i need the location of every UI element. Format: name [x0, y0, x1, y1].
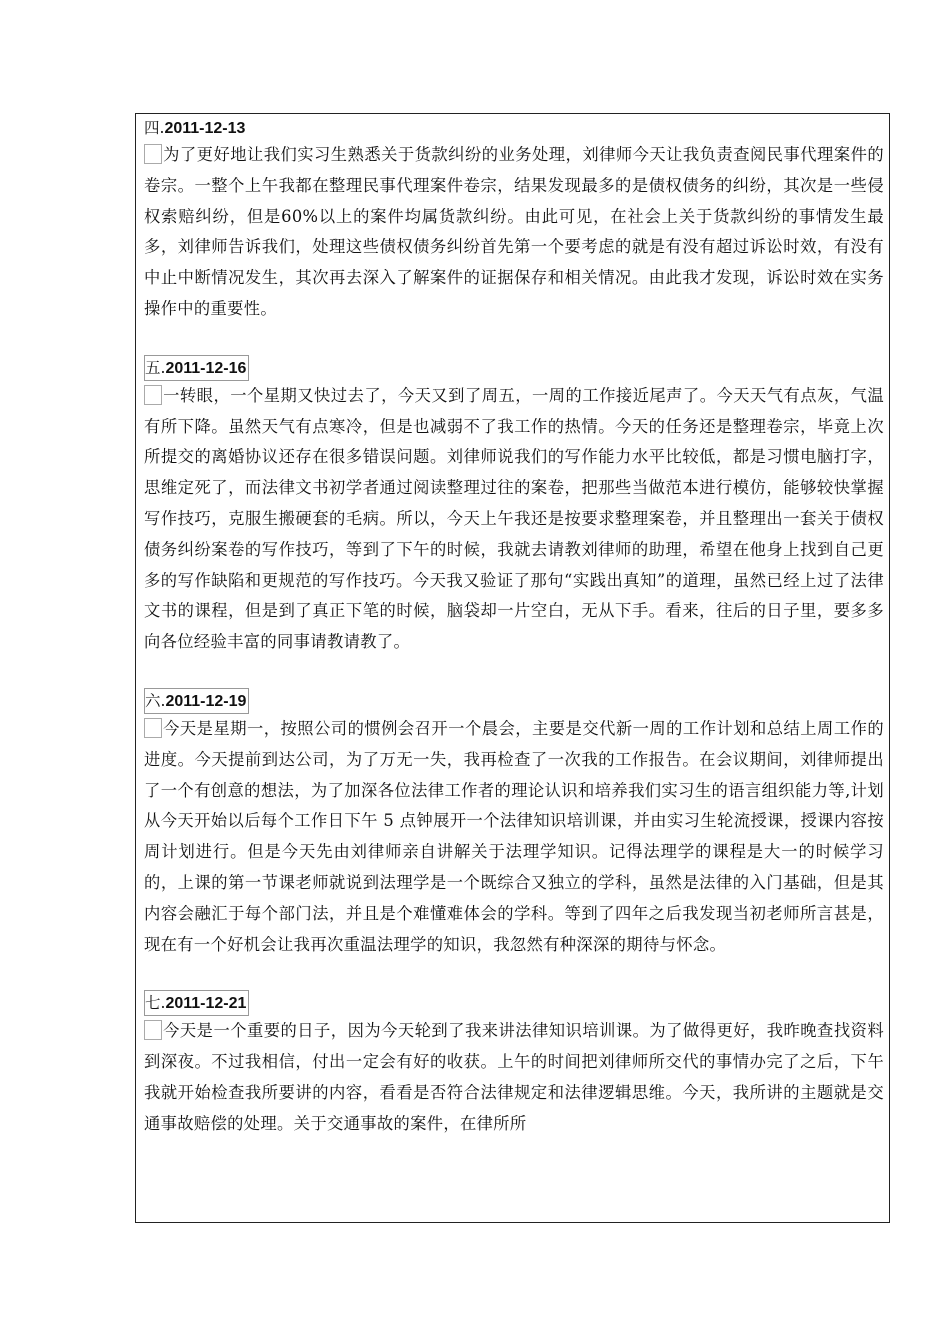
entry-text: 一转眼，一个星期又快过去了，今天又到了周五，一周的工作接近尾声了。今天天气有点灰，气温有所下降。虽然天气有点寒冷，但是也减弱不了我工作的热情。今天的任务还是整理卷宗，毕竟上次所提交的离婚协议还存在很多错误问题。刘律师说我们的写作能力水平比较低，都是习惯电脑打字，思维定死了，而法律文书初学者通过阅读整理过往的案卷，把那些当做范本进行模仿，能够较快掌握写作技巧，克服生搬硬套的毛病。所以，今天上午我还是按要求整理案卷，并且整理出一套关于债权债务纠纷案卷的写作技巧，等到了下午的时候，我就去请教刘律师的助理，希望在他身上找到自己更多的写作缺陷和更规范的写作技巧。今天我又验证了那句“实践出真知”的道理，虽然已经上过了法律文书的课程，但是到了真正下笔的时候，脑袋却一片空白，无从下手。看来，往后的日子里，要多多向各位经验丰富的同事请教请教了。	[144, 385, 884, 652]
entry-body	[144, 381, 884, 658]
entry-body	[144, 714, 884, 960]
entry-text: 今天是星期一，按照公司的惯例会召开一个晨会，主要是交代新一周的工作计划和总结上周工作的进度。今天提前到达公司，为了万无一失，我再检查了一次我的工作报告。在会议期间，刘律师提出了一个有创意的想法，为了加深各位法律工作者的理论认识和培养我们实习生的语言组织能力等,计划从今天开始以后每个工作日下午 5 点钟展开一个法律知识培训课，并由实习生轮流授课，授课内容按周计划进行。但是今天先由刘律师亲自讲解关于法理学知识。记得法理学的课程是大一的时候学习的，上课的第一节课老师就说到法理学是一个既综合又独立的学科，虽然是法律的入门基础，但是其内容会融汇于每个部门法，并且是个难懂难体会的学科。等到了四年之后我发现当初老师所言甚是，现在有一个好机会让我再次重温法理学的知识，我忽然有种深深的期待与怀念。	[144, 718, 884, 954]
diary-entry-2	[144, 355, 884, 658]
document-content	[144, 116, 884, 1170]
indent-marker	[144, 1020, 162, 1040]
entry-date: 2011-12-19	[165, 692, 247, 710]
entry-body	[144, 1016, 884, 1139]
entry-date: 2011-12-13	[164, 120, 246, 137]
entry-text: 今天是一个重要的日子，因为今天轮到了我来讲法律知识培训课。为了做得更好，我昨晚查找资料到深夜。不过我相信，付出一定会有好的收获。上午的时间把刘律师所交代的事情办完了之后，下午我就开始检查我所要讲的内容，看看是否符合法律规定和法律逻辑思维。今天，我所讲的主题就是交通事故赔偿的处理。关于交通事故的案件，在律所所	[144, 1021, 884, 1133]
indent-marker	[144, 144, 162, 164]
diary-entry-3	[144, 688, 884, 960]
entry-heading	[144, 355, 249, 381]
entry-heading	[144, 990, 249, 1016]
entry-text: 为了更好地让我们实习生熟悉关于货款纠纷的业务处理，刘律师今天让我负责查阅民事代理案件的卷宗。一整个上午我都在整理民事代理案件卷宗，结果发现最多的是债权债务的纠纷，其次是一些侵权索赔纠纷，但是60%以上的案件均属货款纠纷。由此可见，在社会上关于货款纠纷的事情发生最多，刘律师告诉我们，处理这些债权债务纠纷首先第一个要考虑的就是有没有超过诉讼时效，有没有中止中断情况发生，其次再去深入了解案件的证据保存和相关情况。由此我才发现，诉讼时效在实务操作中的重要性。	[144, 145, 884, 318]
entry-heading	[144, 688, 249, 714]
indent-marker	[144, 385, 162, 405]
document-frame	[135, 113, 890, 1223]
diary-entry-4	[144, 990, 884, 1139]
diary-entry-1	[144, 116, 884, 325]
entry-number: 七.	[145, 994, 166, 1013]
entry-body	[144, 140, 884, 325]
entry-number: 四.	[144, 119, 165, 137]
entry-number: 五.	[145, 358, 166, 377]
indent-marker	[144, 718, 162, 738]
entry-date: 2011-12-21	[165, 995, 247, 1013]
entry-date: 2011-12-16	[165, 359, 247, 377]
entry-heading	[144, 116, 247, 140]
entry-number: 六.	[145, 691, 166, 710]
